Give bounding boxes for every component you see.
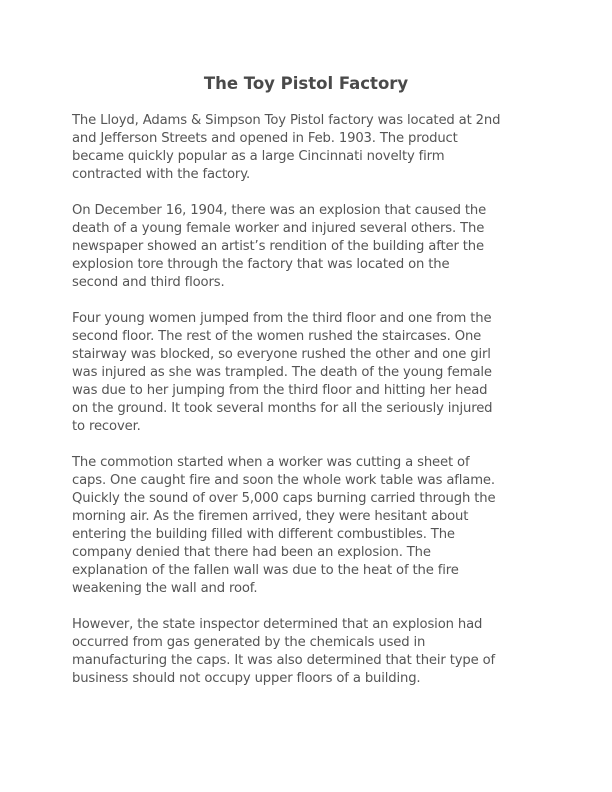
paragraph-explosion <box>72 202 544 292</box>
text-line: Quickly the sound of over 5,000 caps burning carried through the <box>72 491 496 506</box>
text-line: was due to her jumping from the third floor and hitting her head <box>72 383 488 398</box>
text-line: death of a young female worker and injured several others. The <box>72 221 485 236</box>
text-line: entering the building filled with different combustibles. The <box>72 527 455 542</box>
text-line: However, the state inspector determined that an explosion had <box>72 617 483 632</box>
text-line: second and third floors. <box>72 275 225 290</box>
text-line: occurred from gas generated by the chemicals used in <box>72 635 426 650</box>
text-line: company denied that there had been an explosion. The <box>72 545 431 560</box>
text-line: contracted with the factory. <box>72 167 251 182</box>
text-line: Four young women jumped from the third floor and one from the <box>72 311 492 326</box>
text-line: caps. One caught fire and soon the whole work table was aflame. <box>72 473 495 488</box>
text-line: newspaper showed an artist’s rendition of the building after the <box>72 239 484 254</box>
text-line: second floor. The rest of the women rushed the staircases. One <box>72 329 482 344</box>
paragraph-commotion <box>72 454 544 598</box>
text-line: The commotion started when a worker was cutting a sheet of <box>72 455 470 470</box>
text-line: became quickly popular as a large Cincinnati novelty firm <box>72 149 445 164</box>
text-line: to recover. <box>72 419 141 434</box>
text-line: morning air. As the firemen arrived, they were hesitant about <box>72 509 469 524</box>
text-line: explosion tore through the factory that was located on the <box>72 257 450 272</box>
text-line: The Lloyd, Adams & Simpson Toy Pistol factory was located at 2nd <box>72 113 501 128</box>
text-line: weakening the wall and roof. <box>72 581 258 596</box>
text-line: and Jefferson Streets and opened in Feb. 1903. The product <box>72 131 458 146</box>
text-line: business should not occupy upper floors of a building. <box>72 671 421 686</box>
page-title: The Toy Pistol Factory <box>203 74 409 93</box>
text-line: explanation of the fallen wall was due to the heat of the fire <box>72 563 459 578</box>
text-line: manufacturing the caps. It was also determined that their type of <box>72 653 496 668</box>
paragraph-escape <box>72 310 544 436</box>
paragraph-opening <box>72 112 544 184</box>
text-line: On December 16, 1904, there was an explosion that caused the <box>72 203 487 218</box>
document-body <box>72 112 544 706</box>
text-line: was injured as she was trampled. The death of the young female <box>72 365 492 380</box>
text-line: on the ground. It took several months for all the seriously injured <box>72 401 493 416</box>
paragraph-inspector <box>72 616 544 688</box>
text-line: stairway was blocked, so everyone rushed the other and one girl <box>72 347 491 362</box>
